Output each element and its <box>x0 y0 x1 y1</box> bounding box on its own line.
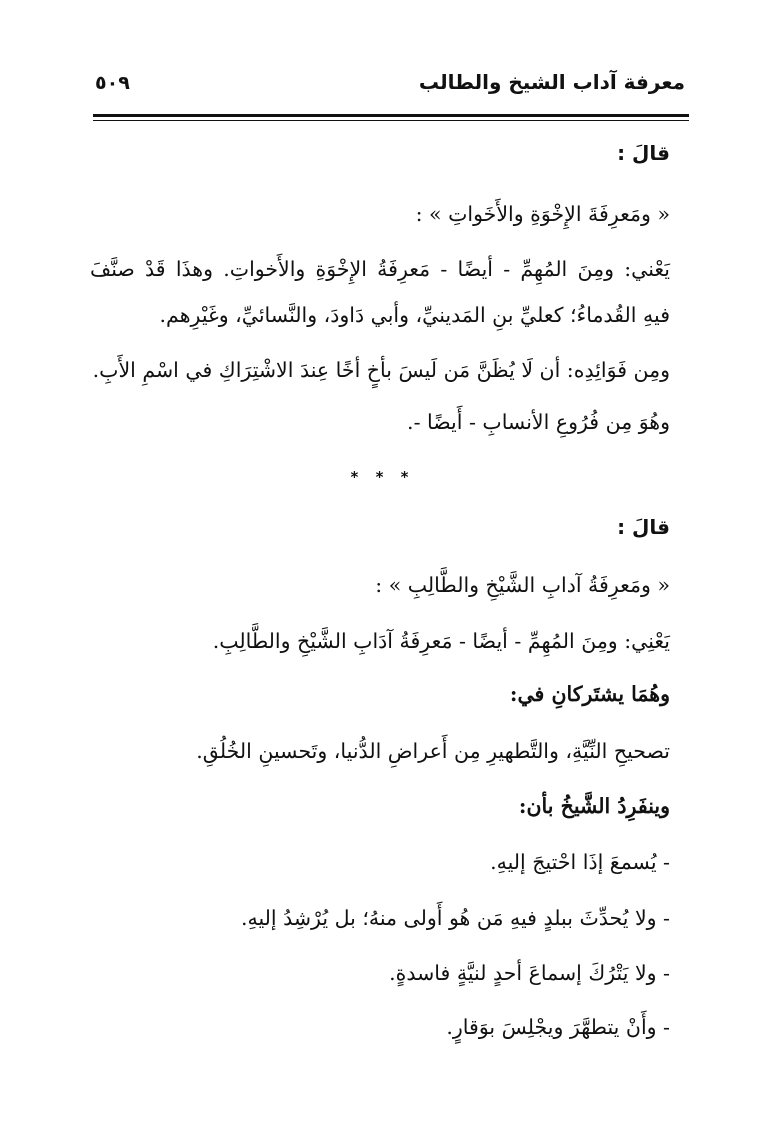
section2-shared-heading: وهُمَا يشتَركانِ في: <box>509 682 670 706</box>
section1-qala: قالَ : <box>617 141 670 165</box>
header-rule-thick <box>93 114 689 117</box>
section1-explanation-line1: يَعْني: ومِنَ المُهِمِّ - أيضًا - مَعرِفَةُ الإِخْوَةِ والأَخواتِ. وهذَا قَدْ صنَّفَ <box>90 257 670 281</box>
section2-shared-items: تصحيحِ النِّيَّةِ، والتَّطهيرِ مِن أَعراضِ الدُّنيا، وتَحسينِ الخُلُقِ. <box>196 739 670 763</box>
section2-qala: قالَ : <box>617 515 670 539</box>
section1-branch: وهُوَ مِن فُرُوعِ الأنسابِ - أَيضًا -. <box>407 410 670 434</box>
page-number: ٥٠٩ <box>95 72 130 94</box>
running-title: معرفة آداب الشيخ والطالب <box>418 70 685 94</box>
list-item: - ولا يُحدِّثَ ببلدٍ فيهِ مَن هُو أَولى منهُ؛ بل يُرْشِدُ إليهِ. <box>240 906 670 930</box>
header-rule-thin <box>93 120 689 121</box>
section2-quote: « ومَعرِفَةُ آدابِ الشَّيْخِ والطَّالِبِ » : <box>375 573 670 597</box>
section1-quote: « ومَعرِفَةَ الإِخْوَةِ والأَخَواتِ » : <box>415 202 670 226</box>
section-separator: * * * <box>350 468 415 486</box>
running-header <box>95 70 685 110</box>
section2-explanation: يَعْنِي: ومِنَ المُهِمِّ - أيضًا - مَعرِفَةُ آدَابِ الشَّيْخِ والطَّالِبِ. <box>212 629 670 653</box>
list-item: - ولا يَتْرُكَ إسماعَ أحدٍ لنيَّةٍ فاسدةٍ. <box>389 961 670 985</box>
list-item: - يُسمعَ إذَا احْتيجَ إليهِ. <box>490 850 670 874</box>
section1-explanation-line2: فيهِ القُدماءُ؛ كعليِّ بنِ المَدينيِّ، وأبي دَاودَ، والنَّسائيِّ، وغَيْرِهم. <box>159 303 670 327</box>
section1-benefit: ومِن فَوَائِدِه: أن لَا يُظَنَّ مَن لَيسَ بأخٍ أخًا عِندَ الاشْتِرَاكِ في اسْمِ الأَبِ. <box>92 358 670 382</box>
section2-sheikh-heading: وينفَرِدُ الشَّيخُ بأن: <box>518 794 670 818</box>
list-item: - وأَنْ يتطهَّرَ ويجْلِسَ بوَقارٍ. <box>446 1015 670 1039</box>
